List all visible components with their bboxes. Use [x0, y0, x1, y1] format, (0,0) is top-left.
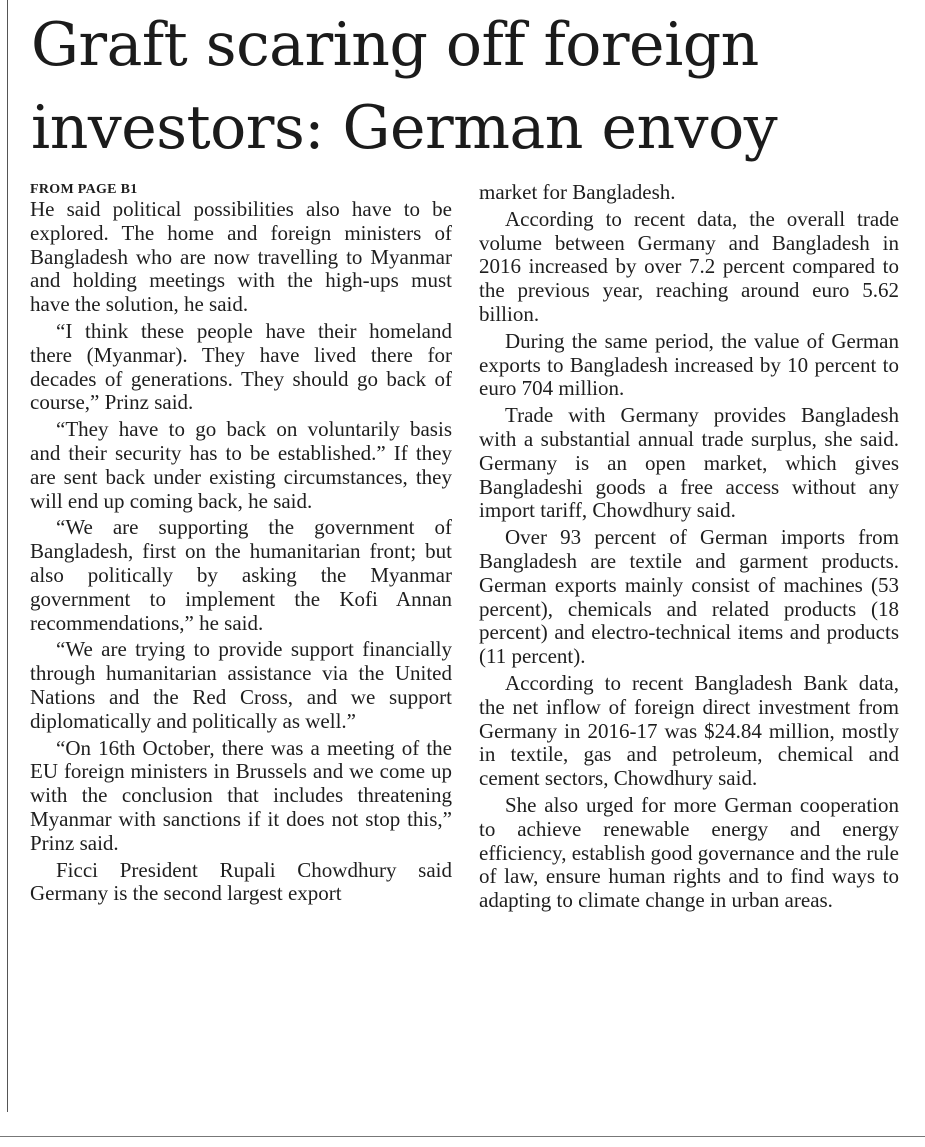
paragraph: Over 93 percent of German imports from Bangladesh are textile and garment products. German exports mainly consist of machines (53 percent), chemicals and related products (18 percent) and electro-technical items and products (11 percent). — [479, 525, 899, 669]
paragraph: market for Bangladesh. — [479, 180, 676, 204]
paragraph: “On 16th October, there was a meeting of the EU foreign ministers in Brussels and we come up with the conclusion that includes threatening Myanmar with sanctions if it does not stop this,” Prinz said. — [30, 735, 452, 855]
paragraph: “We are trying to provide support financially through humanitarian assistance via the United Nations and the Red Cross, and we support diplomatically and politically as well.” — [30, 637, 452, 733]
paragraph: “I think these people have their homeland there (Myanmar). They have lived there for decades of generations. They should go back of course,” Prinz said. — [30, 318, 452, 415]
paragraph: “We are supporting the government of Bangladesh, first on the humanitarian front; but also politically by asking the Myanmar government to implement the Kofi Annan recommendations,” he said. — [30, 515, 452, 635]
paragraph: Trade with Germany provides Bangladesh with a substantial annual trade surplus, she said. Germany is an open market, which gives Bangladeshi goods a free access without any import tariff, Chowdhury said. — [479, 403, 899, 523]
paragraph: He said political possibilities also have to be explored. The home and foreign ministers of Bangladesh who are now travelling to Myanmar and holding meetings with the high-ups must have the solution, he said. — [30, 197, 452, 317]
paragraph: Ficci President Rupali Chowdhury said Germany is the second largest export — [30, 857, 452, 906]
article-column-right — [479, 181, 899, 916]
paragraph: During the same period, the value of German exports to Bangladesh increased by 10 percent to euro 704 million. — [479, 328, 899, 401]
dateline: FROM PAGE B1 — [30, 182, 138, 197]
paragraph: “They have to go back on voluntarily basis and their security has to be established.” If they are sent back under existing circumstances, they will end up coming back, he said. — [30, 417, 452, 513]
headline: Graft scaring off foreign investors: German envoy — [31, 10, 778, 163]
paragraph: She also urged for more German cooperation to achieve renewable energy and energy efficiency, establish good governance and the rule of law, ensure human rights and to find ways to adapting to climate change in urban areas. — [479, 792, 899, 913]
paragraph: According to recent Bangladesh Bank data, the net inflow of foreign direct investment from Germany in 2016-17 was $24.84 million, mostly in textile, gas and petroleum, chemical and cement sectors, Chowdhury said. — [479, 670, 899, 791]
left-frame-rule — [7, 0, 8, 1112]
bottom-frame-rule — [0, 1136, 925, 1137]
article-column-left — [30, 181, 452, 909]
paragraph: According to recent data, the overall trade volume between Germany and Bangladesh in 2016 increased by over 7.2 percent compared to the previous year, reaching around euro 5.62 billion. — [479, 206, 899, 326]
